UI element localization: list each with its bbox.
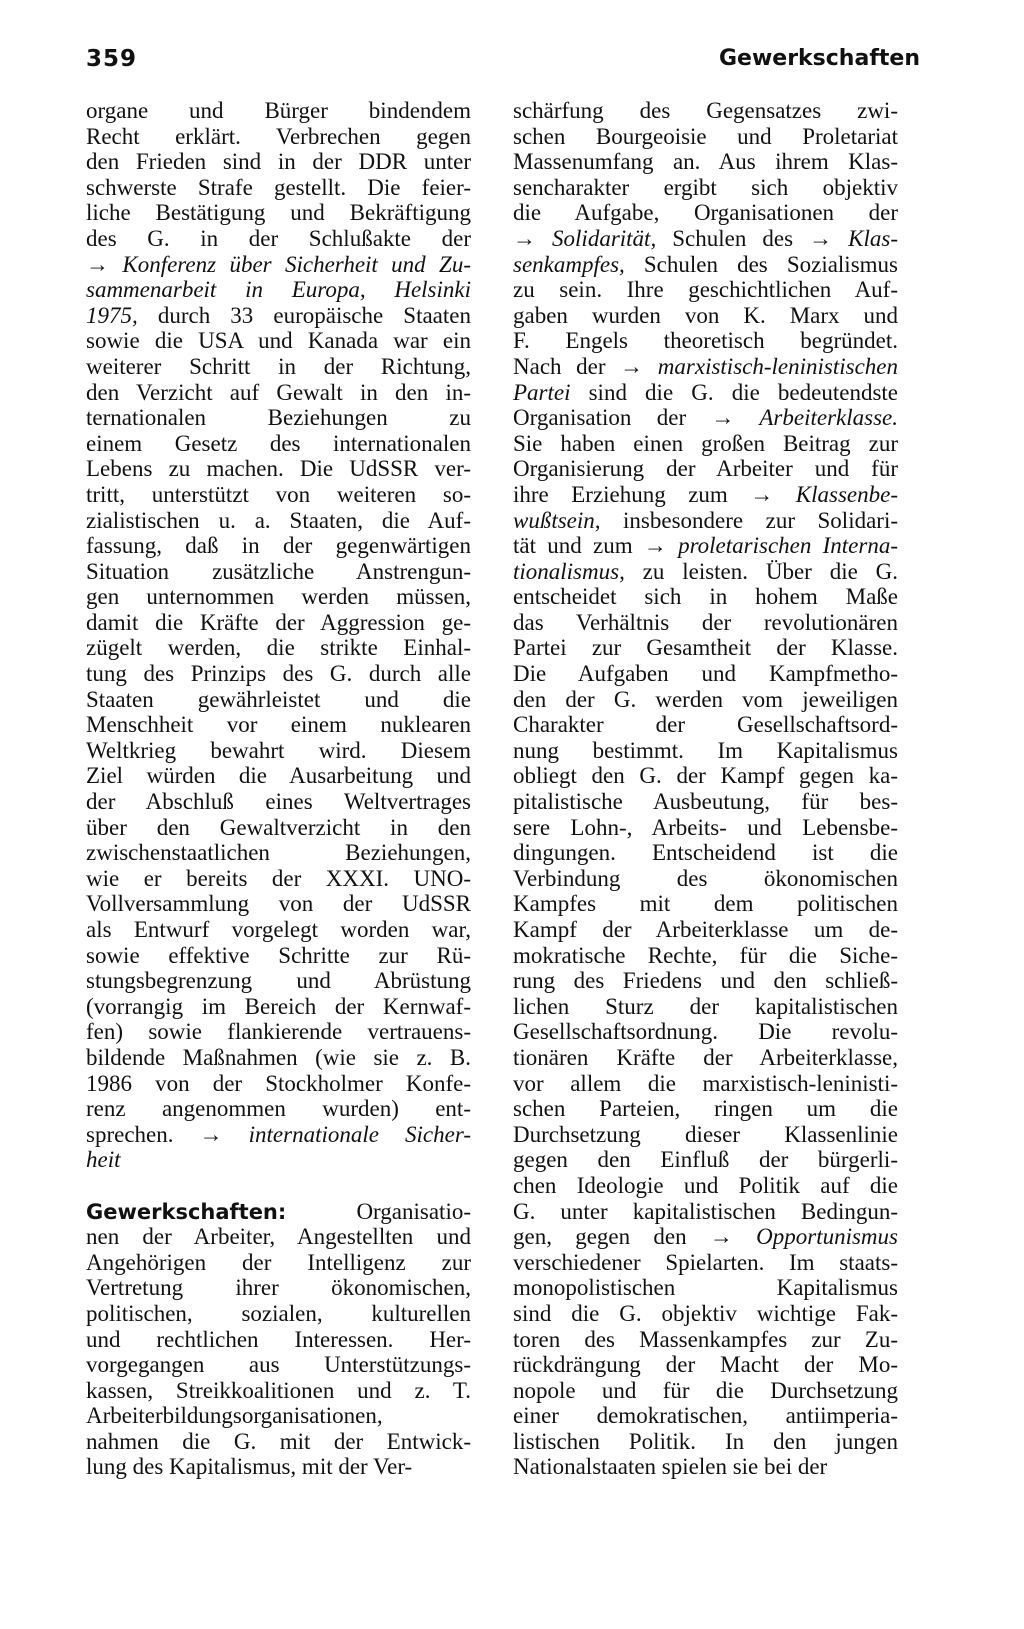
- body-text: pitalistische Ausbeutung, für bes-: [513, 789, 898, 815]
- text-line: [513, 380, 898, 406]
- body-text: sprechen.: [86, 1121, 200, 1147]
- body-text: Schulen des Sozialismus: [624, 251, 898, 277]
- text-line: [513, 712, 898, 738]
- cross-reference-text: → Konferenz über Sicherheit und Zu-: [86, 251, 471, 277]
- text-line: [86, 559, 471, 585]
- body-text: Organisation der: [513, 405, 712, 431]
- body-text: Gesellschaftsordnung. Die revolu-: [513, 1019, 898, 1045]
- body-text: Staaten gewährleistet und die: [86, 686, 471, 712]
- text-line: [513, 98, 898, 124]
- body-text: liche Bestätigung und Bekräftigung: [86, 200, 471, 226]
- text-line: [513, 1429, 898, 1455]
- body-text: Durchsetzung dieser Klassenlinie: [513, 1121, 898, 1147]
- body-text: toren des Massenkampfes zur Zu-: [513, 1326, 898, 1352]
- text-line: [513, 763, 898, 789]
- body-text: organe und Bürger bindendem: [86, 98, 471, 123]
- cross-reference-text: → proletarischen Interna-: [643, 533, 898, 559]
- text-line: [513, 661, 898, 687]
- text-line: [86, 763, 471, 789]
- text-line: [513, 891, 898, 917]
- body-text: Vertretung ihrer ökonomischen,: [86, 1275, 471, 1301]
- body-text: stungsbegrenzung und Abrüstung: [86, 968, 471, 994]
- body-text: des G. in der Schlußakte der: [86, 225, 471, 251]
- text-line: [86, 1122, 471, 1148]
- body-text: Die Aufgaben und Kampfmetho-: [513, 661, 898, 687]
- body-text: zialistischen u. a. Staaten, die Auf-: [86, 507, 471, 533]
- body-text: damit die Kräfte der Aggression ge-: [86, 609, 471, 635]
- body-text: listischen Politik. In den jungen: [513, 1428, 898, 1454]
- body-text: Massenumfang an. Aus ihrem Klas-: [513, 149, 898, 175]
- text-line: [513, 1275, 898, 1301]
- text-line: [86, 1096, 471, 1122]
- text-line: [86, 1019, 471, 1045]
- body-text: Organisatio-: [286, 1198, 471, 1224]
- body-text: rung des Friedens und den schließ-: [513, 968, 898, 994]
- body-text: Charakter der Gesellschaftsord-: [513, 712, 898, 738]
- text-line: [513, 994, 898, 1020]
- text-line: [86, 380, 471, 406]
- body-text: fassung, daß in der gegenwärtigen: [86, 533, 471, 559]
- text-line: [513, 1301, 898, 1327]
- text-line: [86, 687, 471, 713]
- body-text: nen der Arbeiter, Angestellten und: [86, 1224, 471, 1250]
- text-line: [86, 98, 471, 124]
- body-text: politischen, sozialen, kulturellen: [86, 1300, 471, 1326]
- text-line: [513, 456, 898, 482]
- text-line: [86, 1147, 471, 1173]
- body-text: Partei zur Gesamtheit der Klasse.: [513, 635, 898, 661]
- text-line: [86, 968, 471, 994]
- text-line: [86, 482, 471, 508]
- body-text: F. Engels theoretisch begründet.: [513, 328, 898, 354]
- text-line: [86, 277, 471, 303]
- body-text: der Abschluß eines Weltvertrages: [86, 789, 471, 815]
- body-text: bildende Maßnahmen (wie sie z. B.: [86, 1044, 471, 1070]
- text-line: [86, 149, 471, 175]
- text-line: [86, 124, 471, 150]
- body-text: den Verzicht auf Gewalt in den in-: [86, 379, 471, 405]
- text-line: [86, 1275, 471, 1301]
- text-line: [513, 1250, 898, 1276]
- text-line: [86, 815, 471, 841]
- text-line: [513, 610, 898, 636]
- text-line: [86, 661, 471, 687]
- text-line: [513, 277, 898, 303]
- text-line: [513, 482, 898, 508]
- body-text: zügelt werden, die strikte Einhal-: [86, 635, 471, 661]
- body-text: Ziel würden die Ausarbeitung und: [86, 763, 471, 789]
- text-line: [513, 840, 898, 866]
- body-text: nung bestimmt. Im Kapitalismus: [513, 737, 898, 763]
- text-line: [513, 866, 898, 892]
- body-text: sind die G. objektiv wichtige Fak-: [513, 1300, 898, 1326]
- text-line: [513, 1378, 898, 1404]
- text-line: [513, 508, 898, 534]
- body-text: gaben wurden von K. Marx und: [513, 302, 898, 328]
- body-text: Organisierung der Arbeiter und für: [513, 456, 898, 482]
- text-line: [513, 200, 898, 226]
- text-line: [513, 789, 898, 815]
- body-text: Lebens zu machen. Die UdSSR ver-: [86, 456, 471, 482]
- right-text-column: [513, 98, 898, 1480]
- body-text: tionären Kräfte der Arbeiterklasse,: [513, 1044, 898, 1070]
- text-line: [86, 917, 471, 943]
- text-line: [86, 1199, 471, 1225]
- text-line: [86, 1352, 471, 1378]
- body-text: Angehörigen der Intelligenz zur: [86, 1249, 471, 1275]
- cross-reference-text: → Klassenbe-: [750, 481, 898, 507]
- text-line: [86, 200, 471, 226]
- text-line: [86, 303, 471, 329]
- text-line: [513, 124, 898, 150]
- text-line: [513, 943, 898, 969]
- running-head: Gewerkschaften: [718, 46, 920, 71]
- text-line: [86, 508, 471, 534]
- text-line: [86, 1403, 471, 1429]
- text-line: [86, 456, 471, 482]
- text-line: [86, 1071, 471, 1097]
- body-text: Arbeiterbildungsorganisationen,: [86, 1403, 383, 1429]
- body-text: renz angenommen wurden) ent-: [86, 1096, 471, 1122]
- text-line: [86, 840, 471, 866]
- body-text: Situation zusätzliche Anstrengun-: [86, 558, 471, 584]
- body-text: schen Parteien, ringen um die: [513, 1096, 898, 1122]
- body-text: fen) sowie flankierende vertrauens-: [86, 1019, 471, 1045]
- text-line: [513, 738, 898, 764]
- cross-reference-text: → internationale Sicher-: [199, 1121, 471, 1147]
- body-text: weiterer Schritt in der Richtung,: [86, 353, 471, 379]
- text-line: [513, 1224, 898, 1250]
- body-text: Weltkrieg bewahrt wird. Diesem: [86, 737, 471, 763]
- body-text: rückdrängung der Macht der Mo-: [513, 1352, 898, 1378]
- text-line: [86, 226, 471, 252]
- text-line: [86, 1454, 471, 1480]
- body-text: mokratische Rechte, für die Siche-: [513, 942, 898, 968]
- text-line: [513, 1199, 898, 1225]
- body-text: entscheidet sich in hohem Maße: [513, 584, 898, 610]
- body-text: chen Ideologie und Politik auf die: [513, 1172, 898, 1198]
- text-line: [86, 891, 471, 917]
- body-text: einer demokratischen, antiimperia-: [513, 1403, 898, 1429]
- text-line: [86, 866, 471, 892]
- body-text: nahmen die G. mit der Entwick-: [86, 1428, 471, 1454]
- body-text: Schulen des: [656, 225, 810, 251]
- body-text: nopole und für die Durchsetzung: [513, 1377, 898, 1403]
- body-text: Sie haben einen großen Beitrag zur: [513, 430, 898, 456]
- body-text: das Verhältnis der revolutionären: [513, 609, 898, 635]
- body-text: tritt, unterstützt von weiteren so-: [86, 481, 471, 507]
- cross-reference-text: wußtsein,: [513, 507, 601, 533]
- body-text: lichen Sturz der kapitalistischen: [513, 993, 898, 1019]
- body-text: und rechtlichen Interessen. Her-: [86, 1326, 471, 1352]
- body-text: dingungen. Entscheidend ist die: [513, 840, 898, 866]
- body-text: durch 33 europäische Staaten: [137, 302, 471, 328]
- text-line: [513, 303, 898, 329]
- text-line: [513, 968, 898, 994]
- text-line: [513, 1045, 898, 1071]
- cross-reference-text: senkampfes,: [513, 251, 625, 277]
- body-text: Vollversammlung von der UdSSR: [86, 891, 471, 917]
- body-text: über den Gewaltverzicht in den: [86, 814, 471, 840]
- text-line: [86, 1045, 471, 1071]
- body-text: schärfung des Gegensatzes zwi-: [513, 98, 898, 123]
- text-line: [86, 610, 471, 636]
- text-line: [513, 175, 898, 201]
- cross-reference-text: → Solidarität,: [513, 225, 657, 251]
- body-text: gen, gegen den: [513, 1224, 710, 1250]
- text-line: [513, 1403, 898, 1429]
- body-text: Kampfes mit dem politischen: [513, 891, 898, 917]
- text-line: [513, 1352, 898, 1378]
- body-text: 1986 von der Stockholmer Konfe-: [86, 1070, 471, 1096]
- body-text: als Entwurf vorgelegt worden war,: [86, 917, 471, 942]
- body-text: ihre Erziehung zum: [513, 481, 751, 507]
- text-line: [513, 533, 898, 559]
- text-line: [86, 328, 471, 354]
- text-line: [86, 1327, 471, 1353]
- body-text: (vorrangig im Bereich der Kernwaf-: [86, 993, 471, 1019]
- body-text: Nationalstaaten spielen sie bei der: [513, 1454, 828, 1480]
- cross-reference-text: sammenarbeit in Europa, Helsinki: [86, 277, 471, 303]
- text-line: [86, 1429, 471, 1455]
- text-line: [513, 1071, 898, 1097]
- body-text: den Frieden sind in der DDR unter: [86, 149, 471, 175]
- left-text-column: [86, 98, 471, 1480]
- cross-reference-text: tionalismus,: [513, 558, 625, 584]
- text-line: [513, 917, 898, 943]
- text-line: [513, 354, 898, 380]
- body-text: zu leisten. Über die G.: [624, 558, 898, 584]
- text-line: [86, 635, 471, 661]
- body-text: Nach der: [513, 353, 621, 379]
- text-line: [513, 584, 898, 610]
- entry-headword: Gewerkschaften:: [86, 1199, 287, 1224]
- cross-reference-text: 1975,: [86, 302, 138, 328]
- text-line: [86, 994, 471, 1020]
- text-line: [513, 687, 898, 713]
- text-line: [513, 328, 898, 354]
- cross-reference-text: → Arbeiterklasse.: [711, 405, 898, 431]
- body-text: vor allem die marxistisch-leninisti-: [513, 1070, 898, 1096]
- body-text: ternationalen Beziehungen zu: [86, 405, 471, 431]
- cross-reference-text: → marxistisch-leninistischen: [620, 353, 898, 379]
- text-line: [513, 1147, 898, 1173]
- text-line: [86, 943, 471, 969]
- body-text: lung des Kapitalismus, mit der Ver-: [86, 1454, 413, 1480]
- body-text: schen Bourgeoisie und Proletariat: [513, 123, 898, 149]
- text-line: [86, 175, 471, 201]
- text-line: [513, 252, 898, 278]
- text-line: [86, 1250, 471, 1276]
- text-line: [86, 252, 471, 278]
- body-text: den der G. werden vom jeweiligen: [513, 686, 898, 712]
- text-line: [86, 712, 471, 738]
- body-text: die Aufgabe, Organisationen der: [513, 200, 898, 226]
- text-line: [513, 226, 898, 252]
- body-text: kassen, Streikkoalitionen und z. T.: [86, 1377, 471, 1403]
- body-text: Menschheit vor einem nuklearen: [86, 712, 471, 738]
- body-text: Recht erklärt. Verbrechen gegen: [86, 123, 471, 149]
- body-text: sere Lohn-, Arbeits- und Lebensbe-: [513, 814, 898, 840]
- text-line: [86, 1378, 471, 1404]
- text-line: [513, 1454, 898, 1480]
- body-text: Verbindung des ökonomischen: [513, 865, 898, 891]
- text-line: [513, 1327, 898, 1353]
- text-line: [86, 1301, 471, 1327]
- text-line: [86, 789, 471, 815]
- body-text: monopolistischen Kapitalismus: [513, 1275, 898, 1301]
- text-line: [86, 584, 471, 610]
- body-text: tung des Prinzips des G. durch alle: [86, 661, 471, 687]
- text-line: [513, 1122, 898, 1148]
- text-line: [513, 635, 898, 661]
- body-text: gegen den Einfluß der bürgerli-: [513, 1147, 898, 1173]
- text-line: [513, 405, 898, 431]
- body-text: schwerste Strafe gestellt. Die feier-: [86, 174, 471, 200]
- body-text: wie er bereits der XXXI. UNO-: [86, 865, 471, 891]
- body-text: gen unternommen werden müssen,: [86, 584, 471, 610]
- body-text: sowie effektive Schritte zur Rü-: [86, 942, 471, 968]
- body-text: sencharakter ergibt sich objektiv: [513, 174, 898, 200]
- page-number: 359: [86, 46, 138, 72]
- text-line: [513, 1173, 898, 1199]
- text-line: [86, 354, 471, 380]
- body-text: G. unter kapitalistischen Bedingun-: [513, 1198, 898, 1224]
- text-line: [86, 431, 471, 457]
- text-line: [86, 405, 471, 431]
- text-line: [86, 738, 471, 764]
- body-text: tät und zum: [513, 533, 644, 559]
- cross-reference-text: Partei: [513, 379, 571, 405]
- text-line: [513, 431, 898, 457]
- text-line: [513, 815, 898, 841]
- body-text: sowie die USA und Kanada war ein: [86, 328, 471, 354]
- text-line: [513, 1019, 898, 1045]
- body-text: sind die G. die bedeutendste: [570, 379, 898, 405]
- cross-reference-text: → Opportunismus: [709, 1224, 898, 1250]
- body-text: insbesondere zur Solidari-: [600, 507, 898, 533]
- text-line: [513, 559, 898, 585]
- text-line: [513, 1096, 898, 1122]
- body-text: verschiedener Spielarten. Im staats-: [513, 1249, 898, 1275]
- text-line: [86, 1224, 471, 1250]
- body-text: vorgegangen aus Unterstützungs-: [86, 1352, 471, 1378]
- text-line: [86, 533, 471, 559]
- text-line: [513, 149, 898, 175]
- body-text: Kampf der Arbeiterklasse um de-: [513, 917, 898, 942]
- body-text: zwischenstaatlichen Beziehungen,: [86, 840, 471, 866]
- body-text: zu sein. Ihre geschichtlichen Auf-: [513, 277, 898, 303]
- body-text: obliegt den G. der Kampf gegen ka-: [513, 763, 898, 789]
- cross-reference-text: heit: [86, 1147, 121, 1173]
- cross-reference-text: → Klas-: [809, 225, 898, 251]
- body-text: einem Gesetz des internationalen: [86, 430, 471, 456]
